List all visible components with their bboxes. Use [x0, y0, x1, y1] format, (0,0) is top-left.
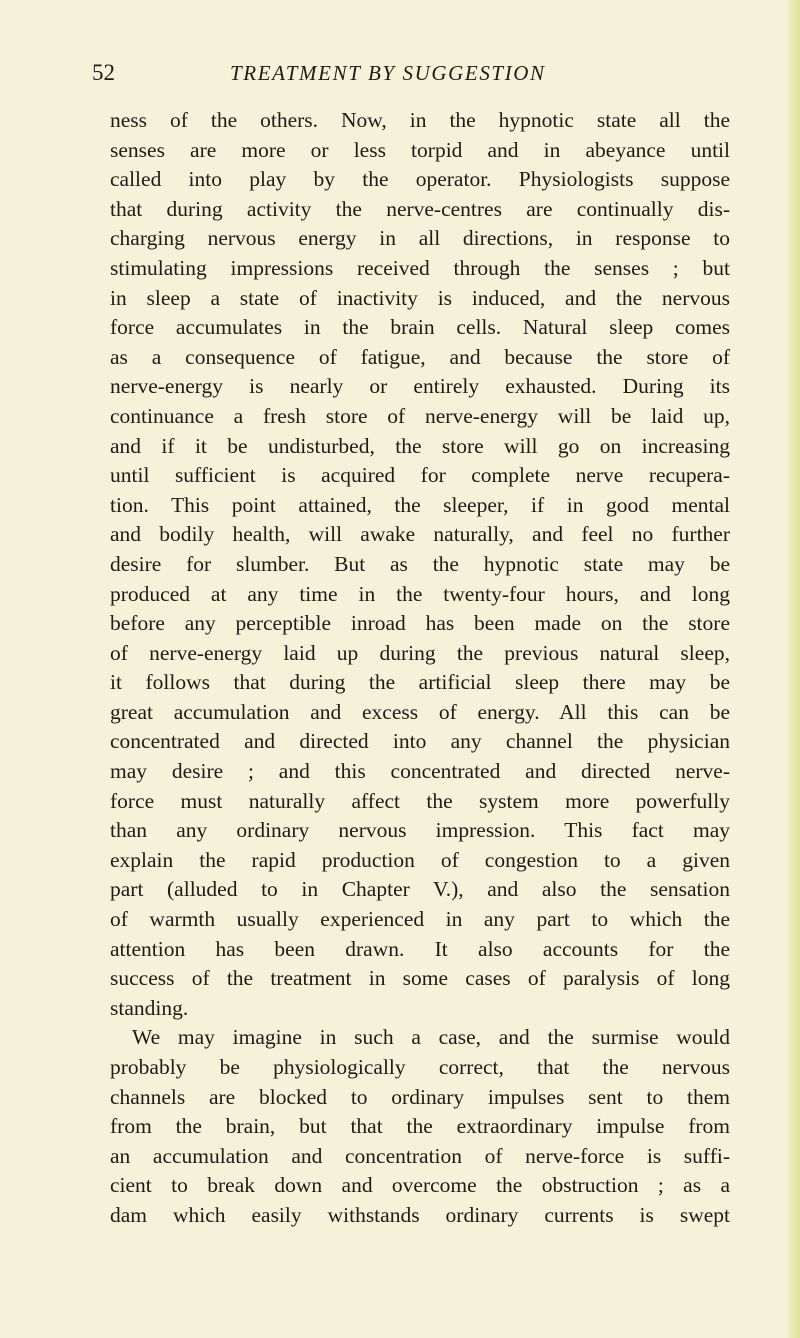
text-line: force accumulates in the brain cells. Natural sleep comes	[110, 315, 730, 340]
text-line: channels are blocked to ordinary impulses sent to them	[110, 1084, 730, 1109]
text-line: success of the treatment in some cases of paralysis of long	[110, 966, 730, 991]
text-line: of warmth usually experienced in any part to which the	[110, 907, 730, 932]
text-line: before any perceptible inroad has been made on the store	[110, 611, 730, 636]
text-line: tion. This point attained, the sleeper, if in good mental	[110, 492, 730, 517]
text-line: explain the rapid production of congestion to a given	[110, 847, 730, 872]
text-line: concentrated and directed into any channel the physician	[110, 729, 730, 754]
page-edge	[786, 0, 800, 1338]
text-line: it follows that during the artificial sleep there may be	[110, 670, 730, 695]
text-line: an accumulation and concentration of nerve-force is suffi-	[110, 1143, 730, 1168]
text-line: cient to break down and overcome the obstruction ; as a	[110, 1173, 730, 1198]
text-line: in sleep a state of inactivity is induced, and the nervous	[110, 285, 730, 310]
text-line: We may imagine in such a case, and the surmise would	[132, 1025, 730, 1050]
text-line: that during activity the nerve-centres are continually dis-	[110, 196, 730, 221]
text-line: continuance a fresh store of nerve-energy will be laid up,	[110, 403, 730, 428]
text-line: may desire ; and this concentrated and directed nerve-	[110, 759, 730, 784]
running-title: TREATMENT BY SUGGESTION	[230, 61, 546, 85]
text-line: dam which easily withstands ordinary currents is swept	[110, 1202, 730, 1227]
text-line: great accumulation and excess of energy. All this can be	[110, 699, 730, 724]
text-line: from the brain, but that the extraordinary impulse from	[110, 1114, 730, 1139]
text-line: as a consequence of fatigue, and because the store of	[110, 344, 730, 369]
text-line: than any ordinary nervous impression. This fact may	[110, 818, 730, 843]
text-line: of nerve-energy laid up during the previous natural sleep,	[110, 640, 730, 665]
text-line: until sufficient is acquired for complete nerve recupera-	[110, 463, 730, 488]
text-line: called into play by the operator. Physiologists suppose	[110, 167, 730, 192]
text-line: and if it be undisturbed, the store will go on increasing	[110, 433, 730, 458]
text-line: force must naturally affect the system more powerfully	[110, 788, 730, 813]
text-line: desire for slumber. But as the hypnotic state may be	[110, 551, 730, 576]
text-line: produced at any time in the twenty-four hours, and long	[110, 581, 730, 606]
text-line: standing.	[110, 995, 189, 1020]
text-line: and bodily health, will awake naturally, and feel no further	[110, 522, 730, 547]
text-line: part (alluded to in Chapter V.), and also the sensation	[110, 877, 730, 902]
text-line: stimulating impressions received through the senses ; but	[110, 255, 730, 280]
text-line: attention has been drawn. It also accounts for the	[110, 936, 730, 961]
running-head	[92, 58, 752, 88]
body-text	[110, 106, 730, 1231]
text-line: senses are more or less torpid and in abeyance until	[110, 137, 730, 162]
page-number: 52	[92, 60, 115, 85]
text-line: ness of the others. Now, in the hypnotic state all the	[110, 108, 730, 132]
text-line: charging nervous energy in all directions, in response to	[110, 226, 730, 251]
text-line: probably be physiologically correct, that the nervous	[110, 1055, 730, 1079]
text-line: nerve-energy is nearly or entirely exhausted. During its	[110, 374, 730, 399]
